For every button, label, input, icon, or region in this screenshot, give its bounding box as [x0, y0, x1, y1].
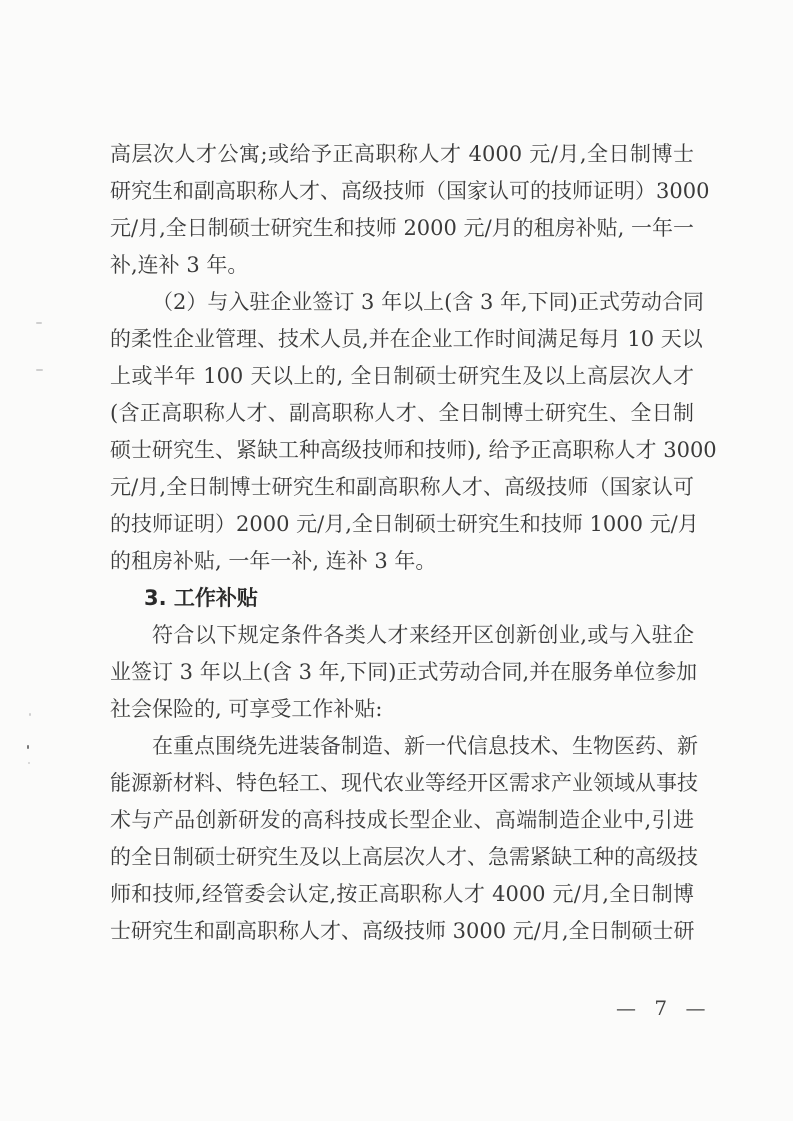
text-line: 社会保险的, 可享受工作补贴: [110, 697, 383, 721]
paragraph-start: 在重点围绕先进装备制造、新一代信息技术、生物医药、新 [152, 734, 698, 758]
text-line: 士研究生和副高职称人才、高级技师 3000 元/月,全日制硕士研 [110, 919, 695, 943]
text-line: 能源新材料、特色轻工、现代农业等经开区需求产业领域从事技 [110, 771, 698, 795]
section-heading: 3. 工作补贴 [144, 586, 258, 610]
text-line: 术与产品创新研发的高科技成长型企业、高端制造企业中,引进 [110, 808, 694, 832]
text-line: (含正高职称人才、副高职称人才、全日制博士研究生、全日制 [110, 401, 694, 425]
text-line: 研究生和副高职称人才、高级技师（国家认可的技师证明）3000 [110, 179, 710, 203]
text-line: 的柔性企业管理、技术人员,并在企业工作时间满足每月 10 天以 [110, 327, 703, 351]
text-line: 师和技师,经管委会认定,按正高职称人才 4000 元/月,全日制博 [110, 882, 694, 906]
paragraph-start: 符合以下规定条件各类人才来经开区创新创业,或与入驻企 [152, 623, 694, 647]
page-number: — 7 — [616, 996, 712, 1020]
paragraph-start: （2）与入驻企业签订 3 年以上(含 3 年,下同)正式劳动合同 [152, 290, 704, 314]
scan-speck [36, 322, 42, 324]
text-line: 元/月,全日制硕士研究生和技师 2000 元/月的租房补贴, 一年一 [110, 216, 694, 240]
text-line: 硕士研究生、紧缺工种高级技师和技师), 给予正高职称人才 3000 [110, 438, 717, 462]
scan-speck [27, 745, 29, 749]
document-body [110, 136, 717, 950]
text-line: 上或半年 100 天以上的, 全日制硕士研究生及以上高层次人才 [110, 364, 694, 388]
scan-speck [28, 762, 30, 764]
text-line: 高层次人才公寓;或给予正高职称人才 4000 元/月,全日制博士 [110, 142, 694, 166]
scan-speck [29, 713, 31, 716]
text-line: 的技师证明）2000 元/月,全日制硕士研究生和技师 1000 元/月 [110, 512, 699, 536]
scan-speck [36, 369, 43, 371]
text-line: 补,连补 3 年。 [110, 253, 249, 277]
text-line: 的全日制硕士研究生及以上高层次人才、急需紧缺工种的高级技 [110, 845, 698, 869]
text-line: 的租房补贴, 一年一补, 连补 3 年。 [110, 549, 437, 573]
text-line: 业签订 3 年以上(含 3 年,下同)正式劳动合同,并在服务单位参加 [110, 660, 698, 684]
text-line: 元/月,全日制博士研究生和副高职称人才、高级技师（国家认可 [110, 475, 694, 499]
